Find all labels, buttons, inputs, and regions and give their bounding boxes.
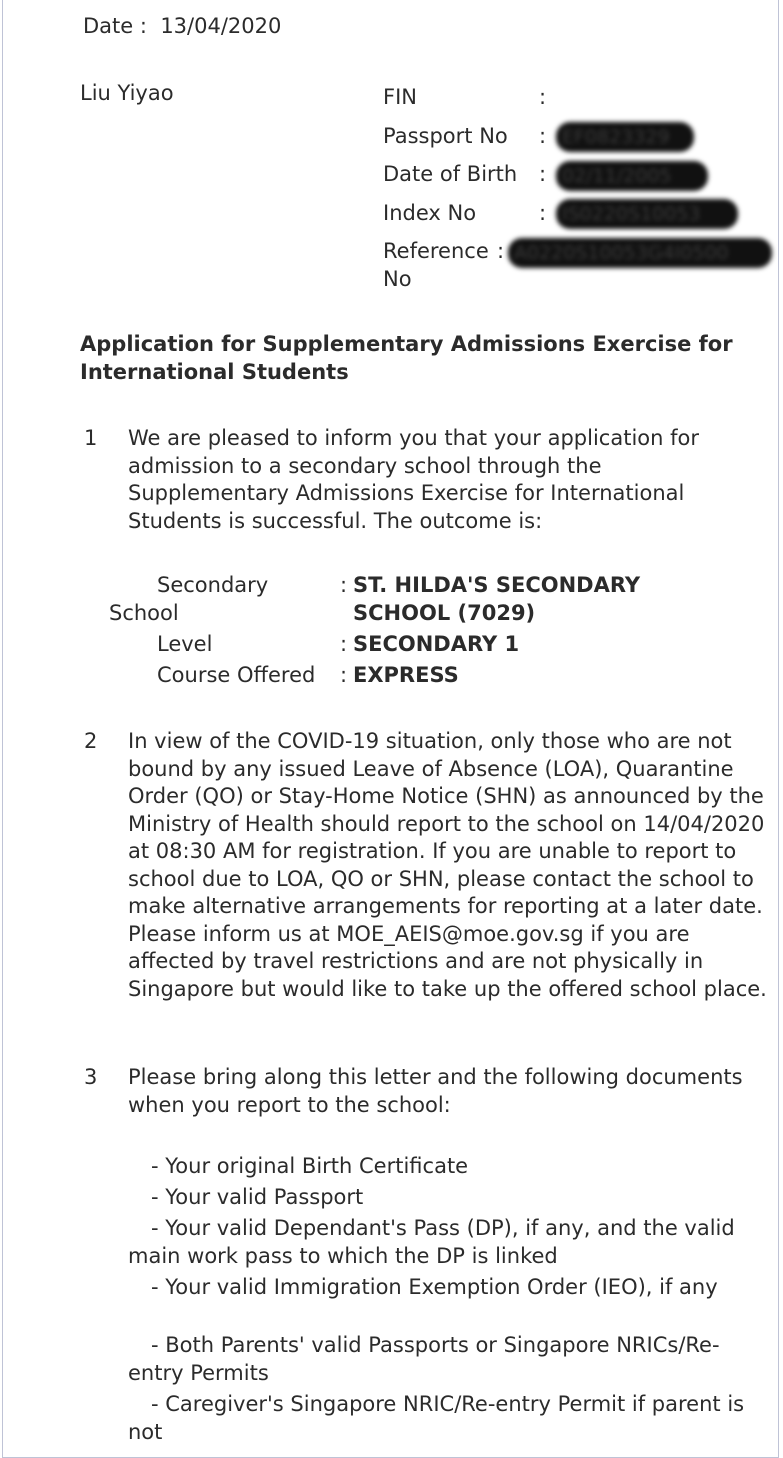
section-3-number: 3 bbox=[84, 1065, 98, 1089]
course-value: EXPRESS bbox=[353, 663, 459, 687]
document-item: - Your valid Passport bbox=[151, 1185, 364, 1209]
index-label: Index No bbox=[383, 201, 477, 225]
student-name: Liu Yiyao bbox=[80, 81, 174, 105]
fin-colon: : bbox=[539, 85, 547, 109]
letter-subject: Application for Supplementary Admissions Exercise for International Students bbox=[80, 332, 733, 384]
section-2-number: 2 bbox=[84, 729, 98, 753]
dob-redacted: 02/11/2005 bbox=[556, 161, 708, 191]
school-label: Secondary bbox=[157, 573, 269, 597]
document-item: - Your valid Dependant's Pass (DP), if any, and the valid main work pass to which the DP is linked bbox=[128, 1216, 735, 1268]
date-label: Date : bbox=[83, 14, 147, 38]
fin-label: FIN bbox=[383, 85, 417, 109]
section-1-number: 1 bbox=[84, 426, 98, 450]
level-value: SECONDARY 1 bbox=[353, 632, 520, 656]
index-colon: : bbox=[539, 201, 547, 225]
passport-redacted: EF0823329 bbox=[556, 122, 694, 152]
passport-colon: : bbox=[539, 124, 547, 148]
document-item: - Your valid Immigration Exemption Order (IEO), if any bbox=[151, 1275, 718, 1299]
school-colon: : bbox=[340, 573, 348, 597]
course-label: Course Offered bbox=[157, 663, 316, 687]
school-label-line2: School bbox=[109, 601, 179, 625]
document-item: - Both Parents' valid Passports or Singapore NRICs/Re-entry Permits bbox=[128, 1333, 720, 1385]
reference-label-line2: No bbox=[383, 267, 412, 291]
letter-date bbox=[83, 13, 281, 41]
reference-label: Reference bbox=[383, 239, 489, 263]
reference-colon: : bbox=[497, 239, 505, 263]
passport-label: Passport No bbox=[383, 124, 508, 148]
level-label: Level bbox=[157, 632, 213, 656]
dob-colon: : bbox=[539, 162, 547, 186]
level-colon: : bbox=[340, 632, 348, 656]
document-item: - Your original Birth Certificate bbox=[151, 1154, 469, 1178]
section-2-text: In view of the COVID-19 situation, only those who are not bound by any issued Leave of Absence (LOA), Quarantine Order (QO) or Stay-Home Notice (SHN) as announced by the Ministry of Health should report to the school on 14/04/2020 at 08:30 AM for registration. If you are unable to report to school due to LOA, QO or SHN, please contact the school to make alternative arrangements for reporting at a later date. Please inform us at MOE_AEIS@moe.gov.sg if you are affected by travel restrictions and are not physically in Singapore but would like to take up the offered school place. bbox=[128, 729, 767, 1001]
section-3-text: Please bring along this letter and the following documents when you report to the school: bbox=[128, 1065, 743, 1117]
section-1-text: We are pleased to inform you that your application for admission to a secondary school through the Supplementary Admissions Exercise for International Students is successful. The outcome is: bbox=[128, 426, 699, 533]
reference-redacted: A0220S10053G4I0500 bbox=[508, 238, 772, 268]
course-colon: : bbox=[340, 663, 348, 687]
index-redacted: IS0220S10053 bbox=[556, 199, 738, 229]
dob-label: Date of Birth bbox=[383, 162, 518, 186]
school-value: ST. HILDA'S SECONDARY SCHOOL (7029) bbox=[353, 573, 641, 625]
date-value: 13/04/2020 bbox=[160, 14, 282, 38]
document-item: - Caregiver's Singapore NRIC/Re-entry Permit if parent is not bbox=[128, 1392, 745, 1444]
